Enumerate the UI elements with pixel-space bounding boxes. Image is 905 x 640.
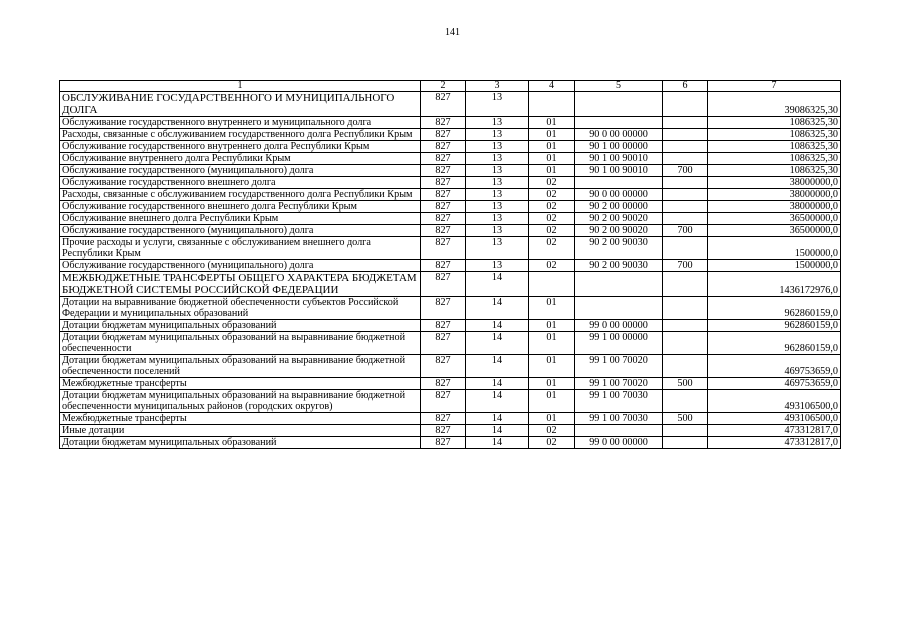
section-code-cell: 827 xyxy=(421,237,466,260)
target-article-cell: 90 1 00 90010 xyxy=(575,165,663,177)
row-name-cell: МЕЖБЮДЖЕТНЫЕ ТРАНСФЕРТЫ ОБЩЕГО ХАРАКТЕРА БЮДЖЕТАМ БЮДЖЕТНОЙ СИСТЕМЫ РОССИЙСКОЙ ФЕДЕРАЦИИ xyxy=(60,272,421,297)
row-name-cell: Дотации на выравнивание бюджетной обеспеченности субъектов Российской Федерации и муниципальных образований xyxy=(60,297,421,320)
row-name-cell: Обслуживание государственного внутреннего долга Республики Крым xyxy=(60,141,421,153)
table-row xyxy=(60,297,841,320)
subsection-code-cell: 01 xyxy=(529,332,575,355)
subsection-code-cell: 02 xyxy=(529,201,575,213)
subsection-code-cell: 02 xyxy=(529,260,575,272)
chapter-code-cell: 14 xyxy=(466,390,529,413)
target-article-cell: 90 2 00 90030 xyxy=(575,260,663,272)
expense-type-cell xyxy=(663,437,708,449)
row-name-cell: ОБСЛУЖИВАНИЕ ГОСУДАРСТВЕННОГО И МУНИЦИПАЛЬНОГО ДОЛГА xyxy=(60,92,421,117)
chapter-code-cell: 13 xyxy=(466,189,529,201)
amount-cell: 36500000,0 xyxy=(708,213,841,225)
row-name-cell: Расходы, связанные с обслуживанием государственного долга Республики Крым xyxy=(60,189,421,201)
amount-cell: 1500000,0 xyxy=(708,237,841,260)
row-name-cell: Межбюджетные трансферты xyxy=(60,413,421,425)
subsection-code-cell: 01 xyxy=(529,297,575,320)
chapter-code-cell: 13 xyxy=(466,177,529,189)
chapter-code-cell: 13 xyxy=(466,260,529,272)
table-row xyxy=(60,153,841,165)
chapter-code-cell: 14 xyxy=(466,413,529,425)
section-code-cell: 827 xyxy=(421,355,466,378)
budget-table xyxy=(59,80,841,449)
subsection-code-cell: 01 xyxy=(529,141,575,153)
subsection-code-cell: 02 xyxy=(529,213,575,225)
expense-type-cell xyxy=(663,189,708,201)
subsection-code-cell: 02 xyxy=(529,437,575,449)
amount-cell: 1086325,30 xyxy=(708,129,841,141)
section-code-cell: 827 xyxy=(421,378,466,390)
table-row xyxy=(60,129,841,141)
chapter-code-cell: 14 xyxy=(466,425,529,437)
subsection-code-cell: 01 xyxy=(529,413,575,425)
chapter-code-cell: 13 xyxy=(466,141,529,153)
section-code-cell: 827 xyxy=(421,272,466,297)
amount-cell: 493106500,0 xyxy=(708,413,841,425)
table-row xyxy=(60,437,841,449)
header-cell: 6 xyxy=(663,81,708,92)
expense-type-cell xyxy=(663,92,708,117)
section-code-cell: 827 xyxy=(421,390,466,413)
target-article-cell xyxy=(575,425,663,437)
section-code-cell: 827 xyxy=(421,297,466,320)
subsection-code-cell: 01 xyxy=(529,320,575,332)
amount-cell: 962860159,0 xyxy=(708,332,841,355)
row-name-cell: Межбюджетные трансферты xyxy=(60,378,421,390)
expense-type-cell xyxy=(663,141,708,153)
amount-cell: 1436172976,0 xyxy=(708,272,841,297)
section-code-cell: 827 xyxy=(421,320,466,332)
chapter-code-cell: 13 xyxy=(466,92,529,117)
table-row xyxy=(60,425,841,437)
expense-type-cell xyxy=(663,129,708,141)
subsection-code-cell: 01 xyxy=(529,390,575,413)
table-row xyxy=(60,177,841,189)
header-cell: 5 xyxy=(575,81,663,92)
target-article-cell: 99 1 00 00000 xyxy=(575,332,663,355)
section-code-cell: 827 xyxy=(421,437,466,449)
row-name-cell: Дотации бюджетам муниципальных образований xyxy=(60,437,421,449)
section-code-cell: 827 xyxy=(421,413,466,425)
chapter-code-cell: 14 xyxy=(466,437,529,449)
expense-type-cell xyxy=(663,201,708,213)
table-row xyxy=(60,272,841,297)
section-code-cell: 827 xyxy=(421,92,466,117)
table-row xyxy=(60,413,841,425)
expense-type-cell xyxy=(663,177,708,189)
amount-cell: 962860159,0 xyxy=(708,297,841,320)
expense-type-cell xyxy=(663,297,708,320)
chapter-code-cell: 13 xyxy=(466,165,529,177)
page-number: 141 xyxy=(445,27,460,38)
section-code-cell: 827 xyxy=(421,141,466,153)
target-article-cell: 99 1 00 70020 xyxy=(575,378,663,390)
chapter-code-cell: 13 xyxy=(466,117,529,129)
row-name-cell: Обслуживание государственного внешнего долга xyxy=(60,177,421,189)
chapter-code-cell: 13 xyxy=(466,213,529,225)
amount-cell: 962860159,0 xyxy=(708,320,841,332)
expense-type-cell: 500 xyxy=(663,413,708,425)
section-code-cell: 827 xyxy=(421,260,466,272)
expense-type-cell xyxy=(663,355,708,378)
target-article-cell xyxy=(575,92,663,117)
target-article-cell xyxy=(575,297,663,320)
target-article-cell: 90 2 00 90020 xyxy=(575,225,663,237)
table-row xyxy=(60,189,841,201)
expense-type-cell: 500 xyxy=(663,378,708,390)
header-cell: 7 xyxy=(708,81,841,92)
target-article-cell: 99 1 00 70030 xyxy=(575,390,663,413)
subsection-code-cell xyxy=(529,92,575,117)
target-article-cell: 99 1 00 70020 xyxy=(575,355,663,378)
table-row xyxy=(60,390,841,413)
row-name-cell: Обслуживание государственного (муниципального) долга xyxy=(60,165,421,177)
chapter-code-cell: 13 xyxy=(466,153,529,165)
row-name-cell: Иные дотации xyxy=(60,425,421,437)
subsection-code-cell: 02 xyxy=(529,225,575,237)
expense-type-cell xyxy=(663,425,708,437)
target-article-cell: 90 0 00 00000 xyxy=(575,189,663,201)
amount-cell: 469753659,0 xyxy=(708,378,841,390)
amount-cell: 1086325,30 xyxy=(708,117,841,129)
target-article-cell: 99 1 00 70030 xyxy=(575,413,663,425)
amount-cell: 493106500,0 xyxy=(708,390,841,413)
subsection-code-cell: 02 xyxy=(529,237,575,260)
row-name-cell: Обслуживание внешнего долга Республики Крым xyxy=(60,213,421,225)
expense-type-cell xyxy=(663,237,708,260)
section-code-cell: 827 xyxy=(421,165,466,177)
header-cell: 4 xyxy=(529,81,575,92)
table-row xyxy=(60,117,841,129)
target-article-cell: 90 1 00 00000 xyxy=(575,141,663,153)
chapter-code-cell: 13 xyxy=(466,225,529,237)
section-code-cell: 827 xyxy=(421,129,466,141)
expense-type-cell xyxy=(663,117,708,129)
amount-cell: 469753659,0 xyxy=(708,355,841,378)
subsection-code-cell: 01 xyxy=(529,129,575,141)
expense-type-cell xyxy=(663,390,708,413)
row-name-cell: Дотации бюджетам муниципальных образований на выравнивание бюджетной обеспеченности xyxy=(60,332,421,355)
amount-cell: 473312817,0 xyxy=(708,437,841,449)
section-code-cell: 827 xyxy=(421,201,466,213)
chapter-code-cell: 13 xyxy=(466,201,529,213)
chapter-code-cell: 13 xyxy=(466,237,529,260)
subsection-code-cell: 02 xyxy=(529,177,575,189)
subsection-code-cell: 02 xyxy=(529,425,575,437)
section-code-cell: 827 xyxy=(421,189,466,201)
expense-type-cell xyxy=(663,332,708,355)
target-article-cell: 90 2 00 00000 xyxy=(575,201,663,213)
table-row xyxy=(60,201,841,213)
row-name-cell: Обслуживание государственного внутреннего и муниципального долга xyxy=(60,117,421,129)
table-row xyxy=(60,332,841,355)
amount-cell: 1086325,30 xyxy=(708,153,841,165)
table-row xyxy=(60,225,841,237)
subsection-code-cell: 01 xyxy=(529,378,575,390)
target-article-cell xyxy=(575,117,663,129)
row-name-cell: Обслуживание государственного внешнего долга Республики Крым xyxy=(60,201,421,213)
amount-cell: 38000000,0 xyxy=(708,177,841,189)
table-row xyxy=(60,355,841,378)
amount-cell: 1500000,0 xyxy=(708,260,841,272)
section-code-cell: 827 xyxy=(421,425,466,437)
table-row xyxy=(60,237,841,260)
chapter-code-cell: 14 xyxy=(466,378,529,390)
target-article-cell xyxy=(575,272,663,297)
chapter-code-cell: 13 xyxy=(466,129,529,141)
section-code-cell: 827 xyxy=(421,225,466,237)
chapter-code-cell: 14 xyxy=(466,297,529,320)
subsection-code-cell: 01 xyxy=(529,153,575,165)
target-article-cell: 90 2 00 90020 xyxy=(575,213,663,225)
row-name-cell: Дотации бюджетам муниципальных образований xyxy=(60,320,421,332)
chapter-code-cell: 14 xyxy=(466,320,529,332)
target-article-cell: 90 1 00 90010 xyxy=(575,153,663,165)
target-article-cell: 90 0 00 00000 xyxy=(575,129,663,141)
subsection-code-cell: 02 xyxy=(529,189,575,201)
table-row xyxy=(60,213,841,225)
section-code-cell: 827 xyxy=(421,117,466,129)
subsection-code-cell: 01 xyxy=(529,355,575,378)
table-row xyxy=(60,260,841,272)
row-name-cell: Дотации бюджетам муниципальных образований на выравнивание бюджетной обеспеченности поселений xyxy=(60,355,421,378)
expense-type-cell: 700 xyxy=(663,260,708,272)
section-code-cell: 827 xyxy=(421,153,466,165)
target-article-cell xyxy=(575,177,663,189)
header-row xyxy=(60,81,841,92)
amount-cell: 1086325,30 xyxy=(708,165,841,177)
expense-type-cell: 700 xyxy=(663,225,708,237)
header-cell: 3 xyxy=(466,81,529,92)
subsection-code-cell: 01 xyxy=(529,165,575,177)
expense-type-cell xyxy=(663,213,708,225)
amount-cell: 38000000,0 xyxy=(708,189,841,201)
row-name-cell: Дотации бюджетам муниципальных образований на выравнивание бюджетной обеспеченности муниципальных районов (городских округов) xyxy=(60,390,421,413)
expense-type-cell xyxy=(663,153,708,165)
expense-type-cell xyxy=(663,320,708,332)
amount-cell: 1086325,30 xyxy=(708,141,841,153)
amount-cell: 38000000,0 xyxy=(708,201,841,213)
target-article-cell: 99 0 00 00000 xyxy=(575,437,663,449)
chapter-code-cell: 14 xyxy=(466,332,529,355)
amount-cell: 473312817,0 xyxy=(708,425,841,437)
table-body xyxy=(60,81,841,449)
target-article-cell: 90 2 00 90030 xyxy=(575,237,663,260)
expense-type-cell xyxy=(663,272,708,297)
row-name-cell: Расходы, связанные с обслуживанием государственного долга Республики Крым xyxy=(60,129,421,141)
table-row xyxy=(60,92,841,117)
header-cell: 2 xyxy=(421,81,466,92)
subsection-code-cell xyxy=(529,272,575,297)
target-article-cell: 99 0 00 00000 xyxy=(575,320,663,332)
section-code-cell: 827 xyxy=(421,332,466,355)
table-row xyxy=(60,378,841,390)
amount-cell: 39086325,30 xyxy=(708,92,841,117)
table-row xyxy=(60,165,841,177)
chapter-code-cell: 14 xyxy=(466,355,529,378)
row-name-cell: Обслуживание внутреннего долга Республики Крым xyxy=(60,153,421,165)
row-name-cell: Обслуживание государственного (муниципального) долга xyxy=(60,225,421,237)
table-row xyxy=(60,320,841,332)
row-name-cell: Обслуживание государственного (муниципального) долга xyxy=(60,260,421,272)
chapter-code-cell: 14 xyxy=(466,272,529,297)
table-row xyxy=(60,141,841,153)
subsection-code-cell: 01 xyxy=(529,117,575,129)
section-code-cell: 827 xyxy=(421,177,466,189)
section-code-cell: 827 xyxy=(421,213,466,225)
amount-cell: 36500000,0 xyxy=(708,225,841,237)
row-name-cell: Прочие расходы и услуги, связанные с обслуживанием внешнего долга Республики Крым xyxy=(60,237,421,260)
header-cell: 1 xyxy=(60,81,421,92)
expense-type-cell: 700 xyxy=(663,165,708,177)
